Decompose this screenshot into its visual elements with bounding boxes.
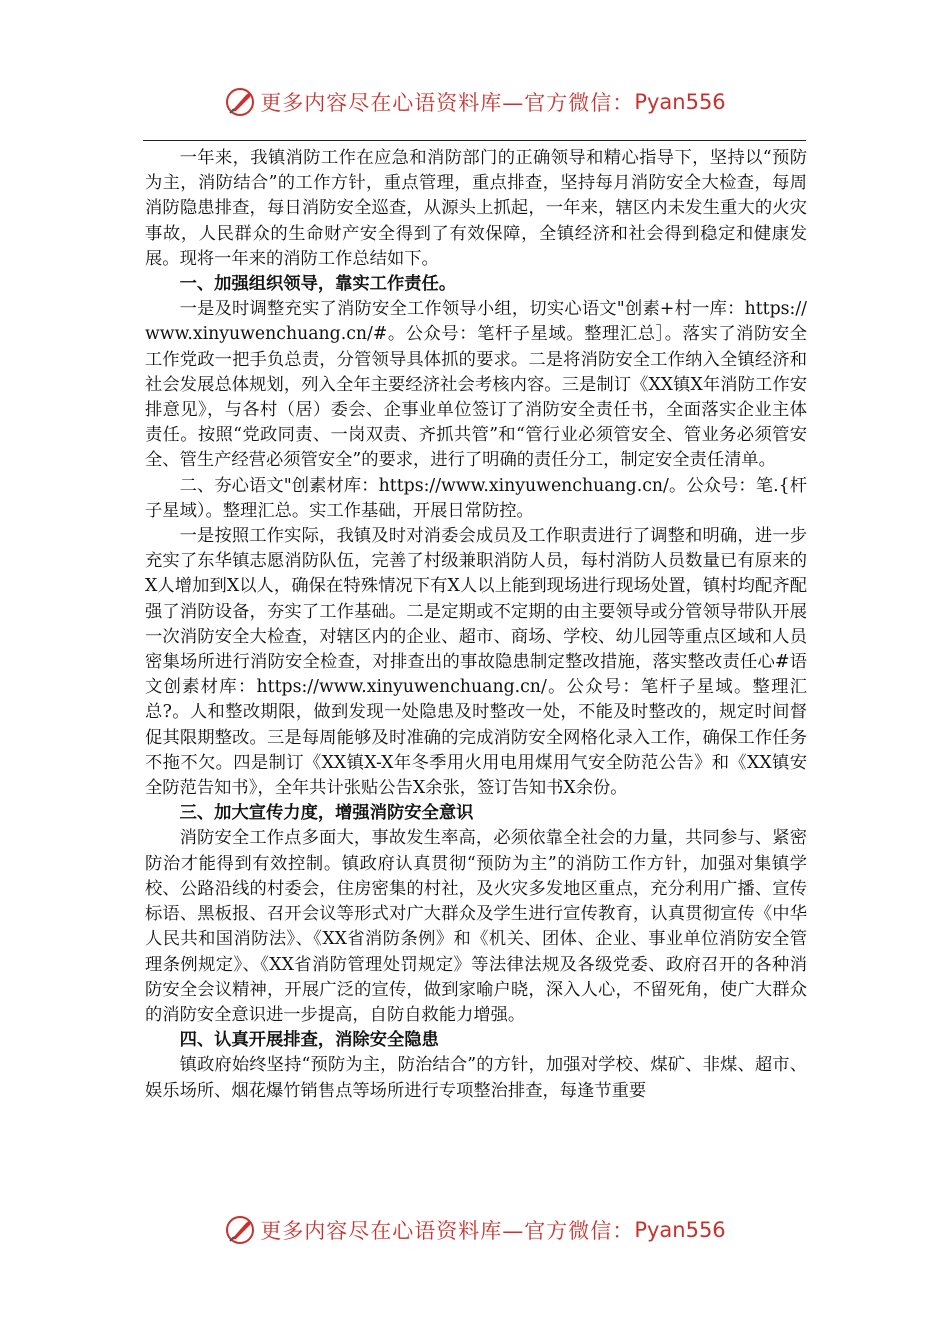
quill-logo-icon [224,86,256,118]
header-banner-handle: Pyan556 [634,90,726,114]
section-heading-2: 二、夯心语文"创素材库：https://www.xinyuwenchuang.cn/。公众号：笔.{杆子星域）。整理汇总。实工作基础，开展日常防控。 [145,475,807,521]
footer-banner-text: 更多内容尽在心语资料库—官方微信： [260,1219,635,1243]
quill-logo-icon [224,1214,256,1246]
footer-banner-handle: Pyan556 [634,1218,726,1242]
section-heading-1: 一、加强组织领导，靠实工作责任。 [179,274,457,295]
section-heading-4: 四、认真开展排查，消除安全隐患 [179,1030,439,1051]
section-2-paragraph: 一是按照工作实际，我镇及时对消委会成员及工作职责进行了调整和明确，进一步充实了东华镇志愿消防队伍，完善了村级兼职消防人员，每村消防人员数量已有原来的X人增加到X以人，确保在特殊情况下有X人以上能到现场进行现场处置，镇村均配齐配强了消防设备，夯实了工作基础。二是定期或不定期的由主要领导或分管领导带队开展一次消防安全大检查，对辖区内的企业、超市、商场、学校、幼儿园等重点区域和人员密集场所进行消防安全检查，对排查出的事故隐患制定整改措施，落实整改责任心#语文创素材库：https://www.xinyuwenchuang.cn/。公众号：笔杆子星域。整理汇总?。人和整改期限，做到发现一处隐患及时整改一处，不能及时整改的，规定时间督促其限期整改。三是每周能够及时准确的完成消防安全网格化录入工作，确保工作任务不拖不欠。四是制订《XX镇X-X年冬季用火用电用煤用气安全防范公告》和《XX镇安全防范告知书》，全年共计张贴公告X余张，签订告知书X余份。 [145,526,807,799]
header-banner-text: 更多内容尽在心语资料库—官方微信： [260,91,635,115]
intro-paragraph: 一年来，我镇消防工作在应急和消防部门的正确领导和精心指导下，坚持以“预防为主，消防结合”的工作方针，重点管理，重点排查，坚持每月消防安全大检查，每周消防隐患排查，每日消防安全巡查，从源头上抓起，一年来，辖区内未发生重大的火灾事故，人民群众的生命财产安全得到了有效保障，全镇经济和社会得到稳定和健康发展。现将一年来的消防工作总结如下。 [145,148,807,269]
document-body [145,146,807,1104]
section-3-paragraph: 消防安全工作点多面大，事故发生率高，必须依靠全社会的力量，共同参与、紧密防治才能得到有效控制。镇政府认真贯彻“预防为主”的消防工作方针，加强对集镇学校、公路沿线的村委会，住房密集的村社，及火灾多发地区重点，充分利用广播、宣传标语、黑板报、召开会议等形式对广大群众及学生进行宣传教育，认真贯彻宣传《中华人民共和国消防法》、《XX省消防条例》和《机关、团体、企业、事业单位消防安全管理条例规定》、《XX省消防管理处罚规定》等法律法规及各级党委、政府召开的各种消防安全会议精神，开展广泛的宣传，做到家喻户晓，深入人心，不留死角，使广大群众的消防安全意识进一步提高，自防自救能力增强。 [145,828,807,1025]
header-banner [0,82,950,122]
section-1-paragraph: 一是及时调整充实了消防安全工作领导小组，切实心语文"创素+村一库：https://www.xinyuwenchuang.cn/#。公众号：笔杆子星域。整理汇总］。落实了消防安全工作党政一把手负总责，分管领导具体抓的要求。二是将消防安全工作纳入全镇经济和社会发展总体规划，列入全年主要经济社会考核内容。三是制订《XX镇X年消防工作安排意见》，与各村（居）委会、企事业单位签订了消防安全责任书，全面落实企业主体责任。按照“党政同责、一岗双责、齐抓共管”和“管行业必须管安全、管业务必须管安全、管生产经营必须管安全”的要求，进行了明确的责任分工，制定安全责任清单。 [145,299,807,471]
header-divider [143,140,806,141]
section-heading-3: 三、加大宣传力度，增强消防安全意识 [179,803,474,824]
footer-banner [0,1210,950,1250]
section-4-paragraph: 镇政府始终坚持“预防为主，防治结合”的方针，加强对学校、煤矿、非煤、超市、娱乐场所、烟花爆竹销售点等场所进行专项整治排查，每逢节重要 [145,1055,807,1101]
